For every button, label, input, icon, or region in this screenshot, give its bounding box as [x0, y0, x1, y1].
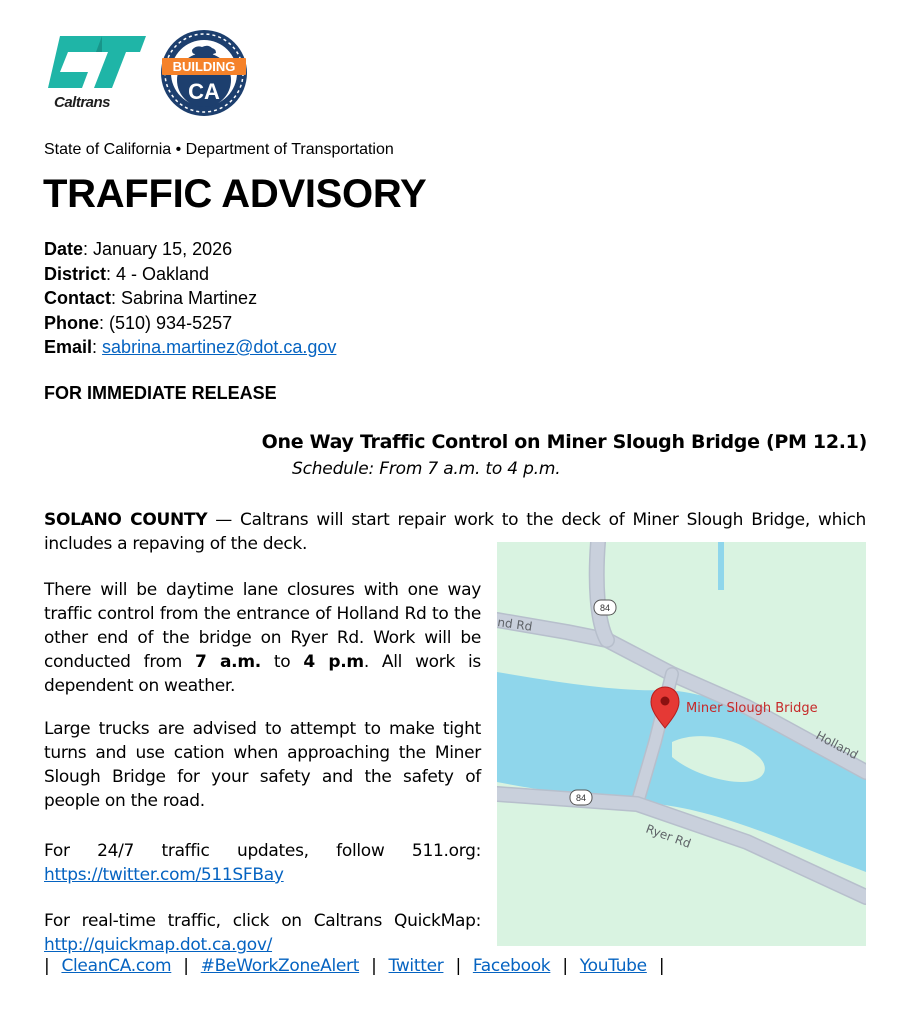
phone-label: Phone [44, 312, 100, 333]
paragraph-trucks: Large trucks are advised to attempt to make tight turns and use cation when approaching the Miner Slough Bridge for your safety and the safety of people on the road. [44, 719, 481, 811]
closures-text-b: to [260, 652, 304, 672]
paragraph-511 [44, 839, 481, 887]
beworkzonealert-link[interactable]: #BeWorkZoneAlert [200, 956, 360, 976]
contact-meta [44, 237, 336, 360]
location-map[interactable] [497, 542, 866, 946]
svg-text:CA: CA [188, 79, 220, 104]
footer-separator: | [44, 956, 50, 976]
small-channel [718, 542, 724, 590]
twitter-511-link[interactable]: https://twitter.com/511SFBay [44, 865, 284, 885]
holland-road-label-right: Holland [813, 728, 861, 763]
facebook-link[interactable]: Facebook [472, 956, 551, 976]
contact-line [44, 286, 336, 311]
footer-separator: | [371, 956, 377, 976]
quickmap-text: For real-time traffic, click on Caltrans QuickMap: [44, 911, 481, 931]
footer-links [44, 956, 664, 976]
map-canvas [497, 542, 866, 946]
district-value: : 4 - Oakland [106, 263, 210, 284]
intro-text: — Caltrans will start repair work to the deck of Miner Slough Bridge, which includes a repaving of the deck. [44, 510, 867, 554]
closures-start-time: 7 a.m. [194, 652, 261, 672]
youtube-link[interactable]: YouTube [579, 956, 647, 976]
svg-text:BUILDING: BUILDING [172, 59, 236, 74]
email-line [44, 335, 336, 360]
svg-text:84: 84 [599, 603, 611, 613]
quickmap-link[interactable]: http://quickmap.dot.ca.gov/ [44, 935, 273, 955]
closures-end-time: 4 p.m [303, 652, 364, 672]
closures-text-c: . All work is dependent on weather. [44, 652, 481, 696]
twitter-link[interactable]: Twitter [388, 956, 444, 976]
county-lead: SOLANO COUNTY [44, 510, 208, 530]
date-label: Date [44, 239, 84, 259]
contact-label: Contact [44, 288, 111, 308]
closures-text-a: There will be daytime lane closures with one way traffic control from the entrance of Holland Rd to the other end of the bridge on Ryer Rd. Work will be conducted from [44, 580, 481, 672]
paragraph-quickmap [44, 909, 481, 957]
holland-road-label-left: nd Rd [497, 615, 534, 634]
email-link[interactable]: sabrina.martinez@dot.ca.gov [102, 337, 337, 357]
updates-text: For 24/7 traffic updates, follow 511.org: [44, 841, 481, 861]
phone-value: : (510) 934-5257 [99, 312, 233, 333]
caltrans-wordmark: Caltrans [54, 94, 111, 111]
cleanca-link[interactable]: CleanCA.com [61, 956, 172, 976]
page-title: TRAFFIC ADVISORY [43, 172, 427, 216]
release-note: FOR IMMEDIATE RELEASE [44, 383, 277, 403]
logo-row [42, 28, 262, 118]
agency-line: State of California • Department of Transportation [44, 141, 394, 158]
pin-label: Miner Slough Bridge [686, 701, 818, 716]
advisory-title: One Way Traffic Control on Miner Slough Bridge (PM 12.1) [261, 431, 867, 453]
footer-separator: | [658, 956, 665, 976]
route-84-shield-south [570, 790, 592, 805]
phone-line [44, 311, 336, 336]
footer-separator: | [183, 956, 189, 976]
footer-separator: | [562, 956, 568, 976]
paragraph-closures [44, 578, 481, 698]
date-line [44, 237, 336, 262]
contact-value: : Sabrina Martinez [111, 288, 258, 308]
svg-text:84: 84 [575, 793, 587, 803]
date-value: : January 15, 2026 [83, 239, 233, 259]
building-ca-badge [156, 28, 252, 118]
footer-separator: | [455, 956, 461, 976]
district-line [44, 262, 336, 287]
ryer-road-label: Ryer Rd [643, 821, 693, 851]
email-separator: : [92, 337, 103, 357]
email-label: Email [44, 337, 93, 357]
district-label: District [44, 263, 107, 284]
advisory-schedule: Schedule: From 7 a.m. to 4 p.m. [292, 459, 561, 479]
route-84-shield-north [594, 600, 616, 615]
